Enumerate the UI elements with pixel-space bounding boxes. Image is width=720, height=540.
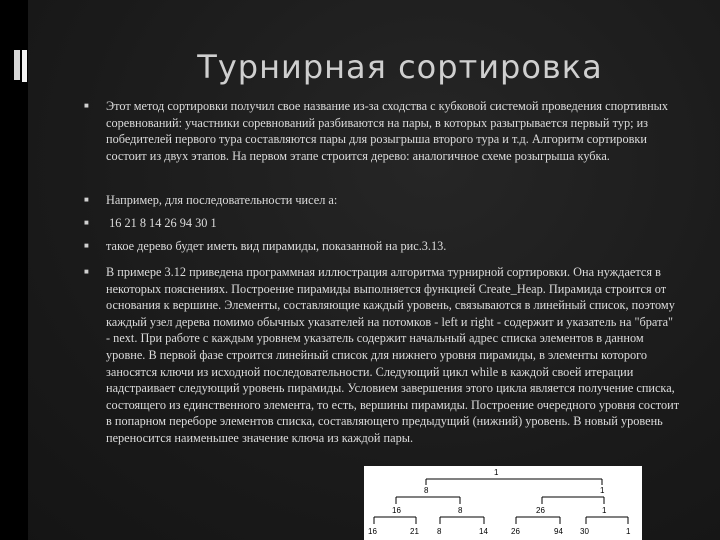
bullet-marker-icon (84, 242, 91, 249)
tree-leaf: 21 (410, 527, 419, 536)
bullet-text: Этот метод сортировки получил свое название из-за сходства с кубковой системой проведения спортивных соревнований: участники соревнований разбиваются на пары, в которых разыгрывается первый тур; из победителей первого тура составляются пары для розыгрыша второго тура и т.д. Алгоритм сортировки состоит из двух этапов. На первом этапе строится дерево: аналогичное схеме розыгрыша кубка. (106, 99, 669, 163)
bullet-marker-icon (84, 268, 91, 275)
tree-node-level3: 1 (602, 506, 607, 515)
bullet-item (84, 98, 680, 164)
bullet-marker-icon (84, 102, 91, 109)
tree-node-level3: 26 (536, 506, 545, 515)
decorative-stripe-light (14, 50, 20, 80)
tree-leaf: 16 (368, 527, 377, 536)
bullet-marker-icon (84, 219, 91, 226)
tree-node-level2: 1 (600, 486, 605, 495)
tree-leaf: 94 (554, 527, 563, 536)
tree-leaf: 30 (580, 527, 589, 536)
tree-node-level2: 8 (424, 486, 429, 495)
bullet-text: 16 21 8 14 26 94 30 1 (106, 216, 217, 230)
tree-leaf: 8 (437, 527, 442, 536)
decorative-stripe-white (22, 50, 27, 82)
bullet-marker-icon (84, 196, 91, 203)
bullet-item (84, 192, 680, 209)
tree-leaf: 1 (626, 527, 631, 536)
bullet-text: В примере 3.12 приведена программная иллюстрация алгоритма турнирной сортировки. Она нуждается в некоторых пояснениях. Построение пирамиды выполняется функцией Create_Heap. Пирамида строится от основания к вершине. Элементы, составляющие каждый уровень, связываются в линейный список, поэтому каждый узел дерева помимо обычных указателей на потомков - left и right - содержит и указатель на "брата" - next. При работе с каждым уровнем указатель содержит начальный адрес списка элементов в данном уровне. В первой фазе строится линейный список для нижнего уровня пирамиды, в элементы которого заносятся ключи из исходной последовательности. Следующий цикл while в каждой своей итерации надстраивает следующий уровень пирамиды. Условием завершения этого цикла является получение списка, состоящего из единственного элемента, то есть, вершины пирамиды. Построение очередного уровня состоит в попарном переборе элементов списка, составляющего предыдущий (нижний) уровень. В новый уровень переносится наименьшее значение ключа из каждой пары. (106, 265, 680, 445)
tree-leaf: 26 (511, 527, 520, 536)
slide-title: Турнирная сортировка (197, 48, 603, 86)
tree-node-level3: 16 (392, 506, 401, 515)
tree-node-level3: 8 (458, 506, 463, 515)
bullet-text: Например, для последовательности чисел а: (106, 193, 338, 207)
bullet-item (84, 264, 680, 447)
bullet-text: такое дерево будет иметь вид пирамиды, показанной на рис.3.13. (106, 239, 447, 253)
tournament-tree-figure (364, 466, 642, 540)
bullet-item (84, 215, 680, 232)
bullet-item (84, 238, 680, 255)
tree-node-root: 1 (494, 468, 499, 477)
tournament-tree-diagram (364, 466, 642, 540)
tree-leaf: 14 (479, 527, 488, 536)
